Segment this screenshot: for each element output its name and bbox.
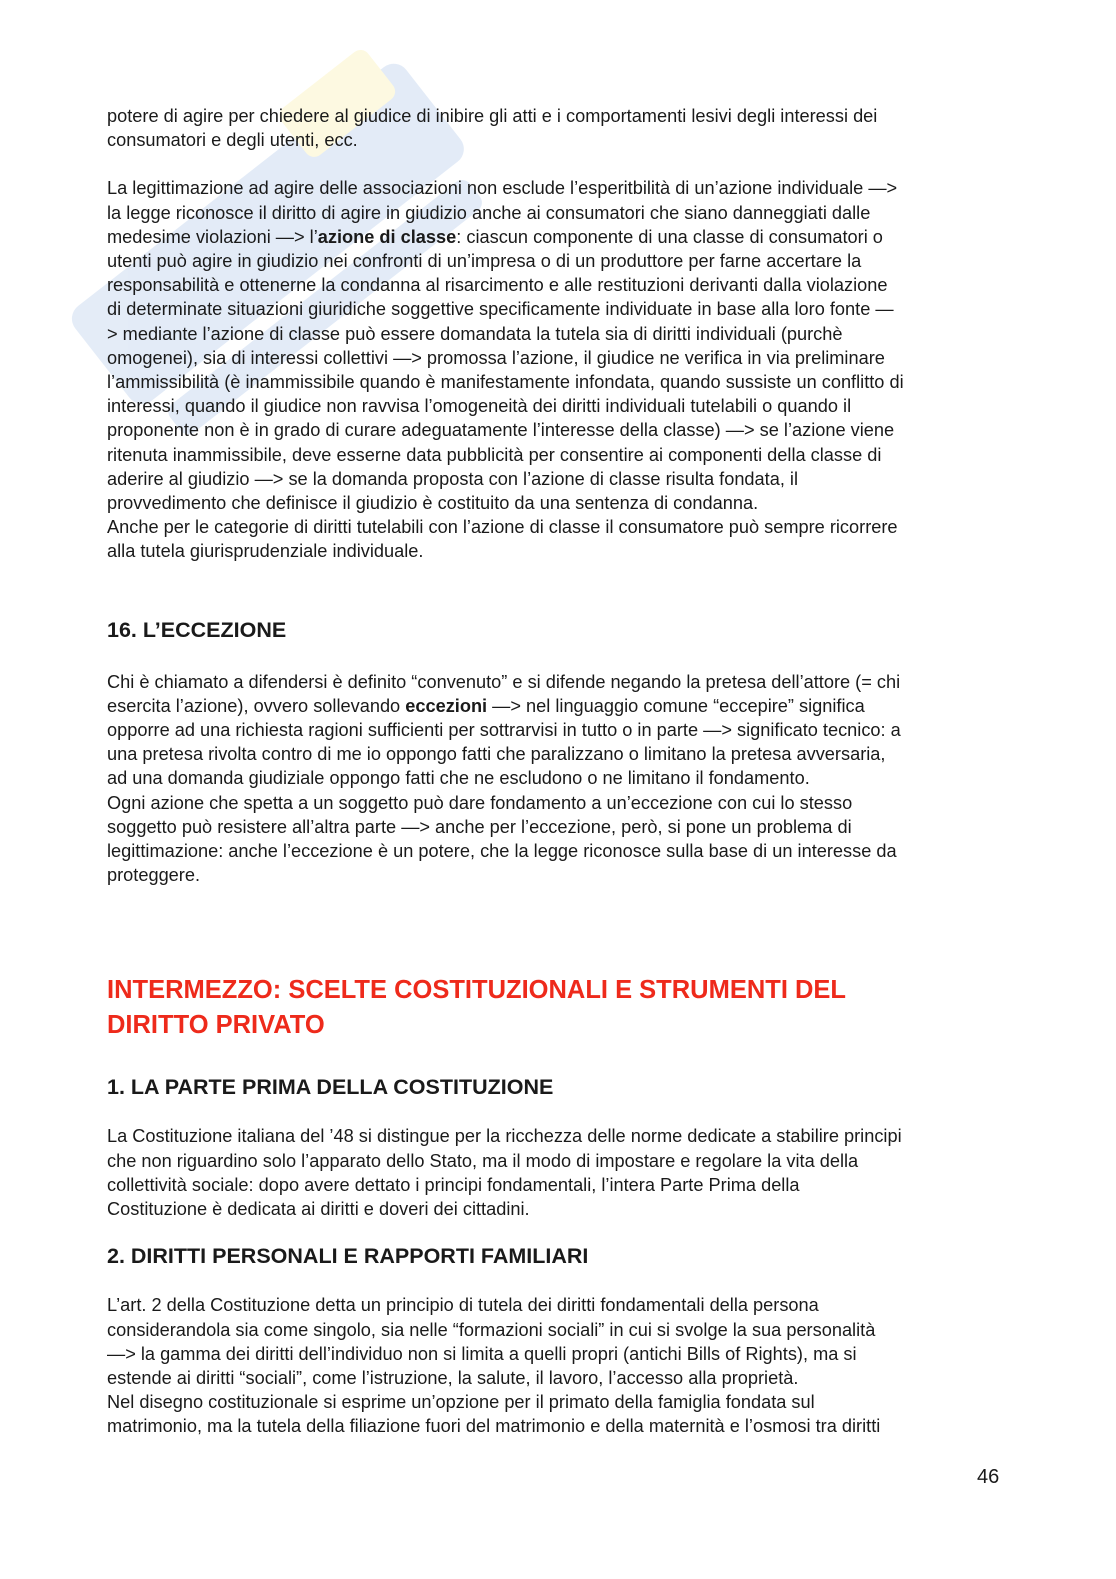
section-heading-1: 1. LA PARTE PRIMA DELLA COSTITUZIONE xyxy=(107,1075,554,1100)
paragraph-diritti-personali: L’art. 2 della Costituzione detta un principio di tutela dei diritti fondamentali della persona considerandola sia come singolo, sia nelle “formazioni sociali” in cui si svolge la sua personalità —> la gamma dei diritti dell’individuo non si limita a quelli propri (antichi Bills of Rights), ma si estende ai diritti “sociali”, come l’istruzione, la salute, il lavoro, l’accesso alla proprietà. Nel disegno costituzionale si esprime un’opzione per il primato della famiglia fondata sul matrimonio, ma la tutela della filiazione fuori del matrimonio e della maternità e l’osmosi tra diritti xyxy=(107,1295,881,1437)
bold-term-eccezioni: eccezioni xyxy=(405,695,488,716)
document-page xyxy=(107,104,1007,1439)
paragraph-parte-prima: La Costituzione italiana del ’48 si distingue per la ricchezza delle norme dedicate a stabilire principi che non riguardino solo l’apparato dello Stato, ma il modo di impostare e regolare la vita della collettività sociale: dopo avere dettato i principi fondamentali, l’intera Parte Prima della Costituzione è dedicata ai diritti e doveri dei cittadini. xyxy=(107,1126,902,1220)
section-heading-2: 2. DIRITTI PERSONALI E RAPPORTI FAMILIARI xyxy=(107,1244,589,1269)
bold-term-azione-di-classe: azione di classe xyxy=(317,226,457,247)
intermezzo-heading: INTERMEZZO: SCELTE COSTITUZIONALI E STRUMENTI DEL DIRITTO PRIVATO xyxy=(107,976,847,1040)
paragraph-azione-di-classe: La legittimazione ad agire delle associazioni non esclude l’esperitbilità di un’azione individuale —> la legge riconosce il diritto di agire in giudizio anche ai consumatori che siano danneggiati dalle medesime violazioni —> l’azione di classe: ciascun componente di una classe di consumatori o utenti può agire in giudizio nei confronti di un’impresa o di un produttore per farne accertare la responsabilità e ottenerne la condanna al risarcimento e alle restituzioni derivanti dalla violazione di determinate situazioni giuridiche soggettive specificamente individuate in base alla loro fonte — > mediante l’azione di classe può essere domandata la tutela sia di diritti individuali (purchè omogenei), sia di interessi collettivi —> promossa l’azione, il giudice ne verifica in via preliminare l’ammissibilità (è inammissibile quando è manifestamente infondata, quando sussiste un conflitto di interessi, quando il giudice non ravvisa l’omogeneità dei diritti individuali tutelabili o quando il proponente non è in grado di curare adeguatamente l’interesse della classe) —> se l’azione viene ritenuta inammissibile, deve esserne data pubblicità per consentire ai componenti della classe di aderire al giudizio —> se la domanda proposta con l’azione di classe risulta fondata, il provvedimento che definisce il giudizio è costituito da una sentenza di condanna. Anche per le categorie di diritti tutelabili con l’azione di classe il consumatore può sempre ricorrere alla tutela giurisprudenziale individuale. xyxy=(107,178,904,562)
paragraph-continuation: potere di agire per chiedere al giudice di inibire gli atti e i comportamenti lesivi degli interessi dei consumatori e degli utenti, ecc. xyxy=(107,106,878,151)
page-number: 46 xyxy=(977,1466,1000,1488)
paragraph-eccezione: Chi è chiamato a difendersi è definito “convenuto” e si difende negando la pretesa dell’attore (= chi esercita l’azione), ovvero sollevando eccezioni —> nel linguaggio comune “eccepire” significa opporre ad una richiesta ragioni sufficienti per sottrarvisi in tutto o in parte —> significato tecnico: a una pretesa rivolta contro di me io oppongo fatti che paralizzano o limitano la pretesa avversaria, ad una domanda giudiziale oppongo fatti che ne escludono o ne limitano il fondamento. Ogni azione che spetta a un soggetto può dare fondamento a un’eccezione con cui lo stesso soggetto può resistere all’altra parte —> anche per l’eccezione, però, si pone un problema di legittimazione: anche l’eccezione è un potere, che la legge riconosce sulla base di un interesse da proteggere. xyxy=(107,671,901,886)
section-heading-16: 16. L’ECCEZIONE xyxy=(107,617,287,642)
